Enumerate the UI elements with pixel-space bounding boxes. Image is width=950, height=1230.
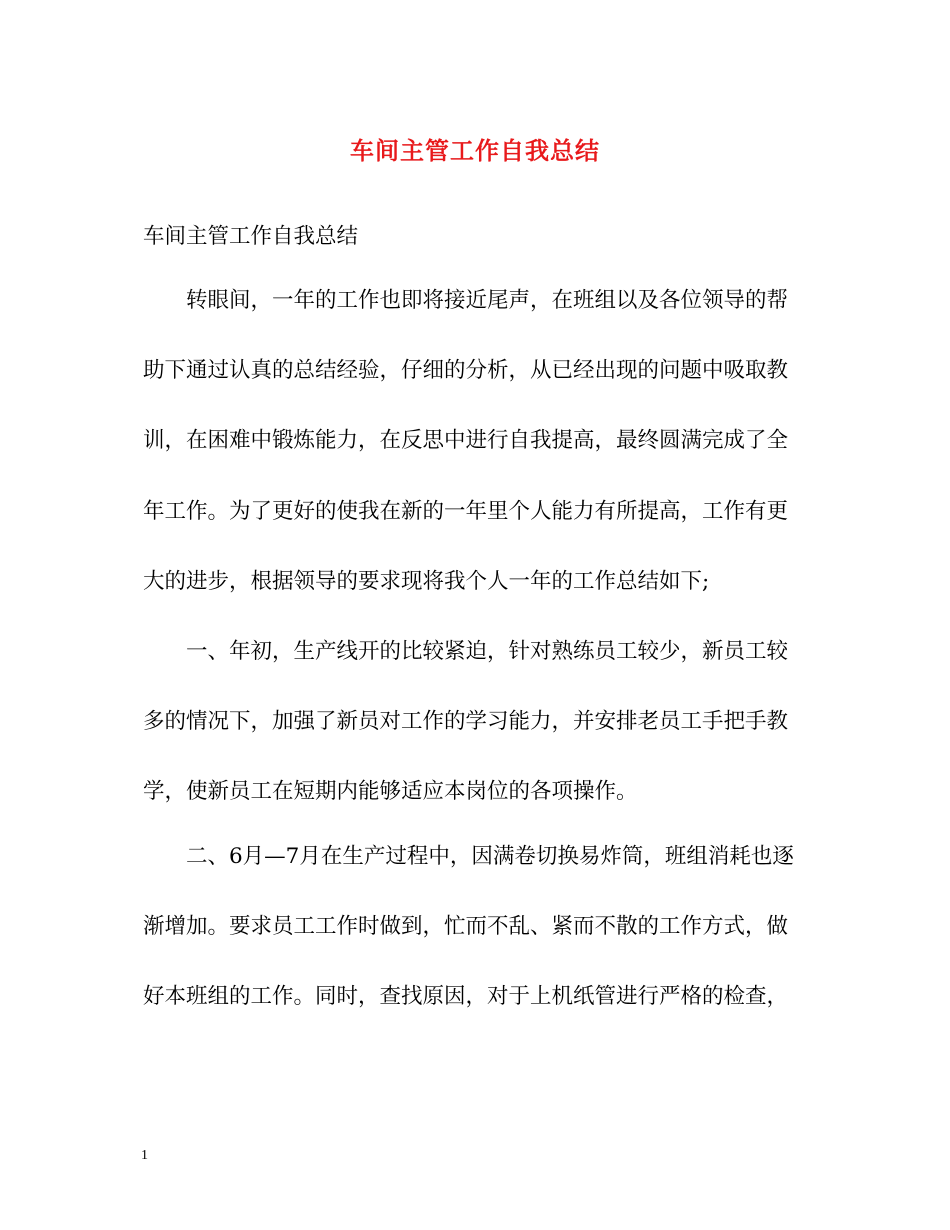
paragraph-line: 好本班组的工作。同时，查找原因，对于上机纸管进行严格的检查， bbox=[143, 984, 789, 1009]
page-number: 1 bbox=[141, 1148, 148, 1163]
paragraph-line: 学，使新员工在短期内能够适应本岗位的各项操作。 bbox=[143, 779, 638, 804]
paragraph-line: 转眼间，一年的工作也即将接近尾声，在班组以及各位领导的帮 bbox=[143, 288, 789, 313]
paragraph-line: 多的情况下，加强了新员对工作的学习能力，并安排老员工手把手教 bbox=[143, 709, 789, 734]
paragraph-line: 渐增加。要求员工工作时做到，忙而不乱、紧而不散的工作方式，做 bbox=[143, 914, 789, 939]
paragraph-line: 二、6月—7月在生产过程中，因满卷切换易炸筒，班组消耗也逐 bbox=[143, 844, 794, 869]
document-subtitle: 车间主管工作自我总结 bbox=[143, 224, 359, 249]
paragraph-line: 大的进步，根据领导的要求现将我个人一年的工作总结如下; bbox=[143, 569, 710, 594]
paragraph-line: 助下通过认真的总结经验，仔细的分析，从已经出现的问题中吸取教 bbox=[143, 358, 789, 383]
paragraph-line: 训，在困难中锻炼能力，在反思中进行自我提高，最终圆满完成了全 bbox=[143, 428, 789, 453]
paragraph-line: 一、年初，生产线开的比较紧迫，针对熟练员工较少，新员工较 bbox=[143, 639, 789, 664]
paragraph-line: 年工作。为了更好的使我在新的一年里个人能力有所提高，工作有更 bbox=[143, 499, 789, 524]
document-title: 车间主管工作自我总结 bbox=[350, 136, 600, 165]
